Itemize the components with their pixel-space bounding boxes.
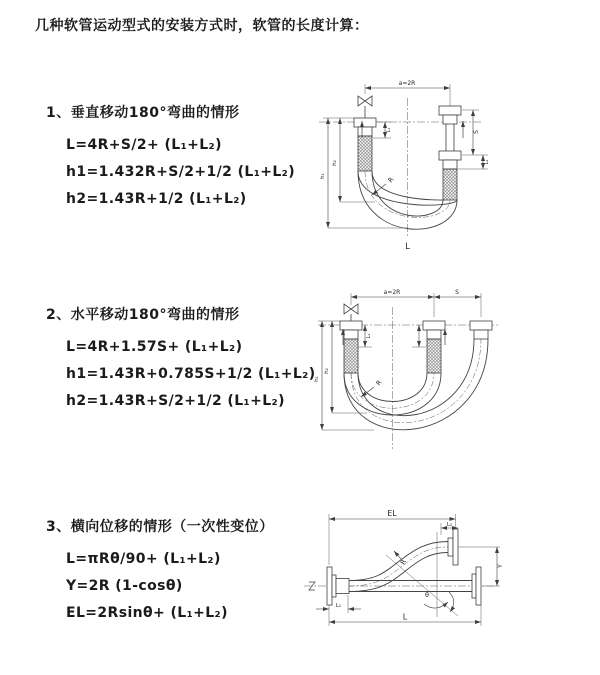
dim-label-a2r: a=2R: [383, 289, 401, 296]
dim-label-l2: L₂: [446, 522, 453, 528]
dim-label-l1: L₁: [366, 333, 372, 339]
dim-label-l1-right: L₁: [484, 159, 490, 165]
dim-label-l: L: [402, 612, 408, 622]
formula-h1: h1=1.432R+S/2+1/2 (L₁+L₂): [66, 164, 296, 180]
dim-label-y: Y: [497, 564, 504, 568]
extension-lines: [318, 293, 481, 430]
valve-icon: [358, 96, 372, 118]
middle-fitting: [423, 321, 445, 373]
right-fitting: [439, 106, 461, 200]
diagram-1-labels: [320, 80, 490, 252]
dim-label-l1: L₁: [335, 603, 342, 609]
formula-h2: h2=1.43R+1/2 (L₁+L₂): [66, 191, 247, 207]
valve-icon: [344, 304, 358, 321]
left-fitting: [354, 118, 376, 171]
formula-h2: h2=1.43R+S/2+1/2 (L₁+L₂): [66, 393, 285, 409]
diagram-horizontal-180-bend: [312, 287, 512, 459]
section-2-heading: 2、水平移动180°弯曲的情形: [46, 307, 240, 323]
angle-construction-lines: [386, 532, 458, 617]
shifted-fitting: [470, 321, 492, 339]
formula-h1: h1=1.43R+0.785S+1/2 (L₁+L₂): [66, 366, 316, 382]
dim-label-a2r: a=2R: [398, 80, 416, 87]
hose-displaced-position: [349, 542, 448, 592]
radius-label: R: [374, 378, 384, 388]
section-1-heading: 1、垂直移动180°弯曲的情形: [46, 105, 240, 121]
dim-label-h2: h₂: [332, 160, 338, 166]
diagram-lateral-displacement: [300, 505, 505, 650]
dim-label-l1-left: L₁: [386, 127, 392, 133]
hose-curves: [344, 339, 488, 430]
angle-label: θ: [425, 591, 429, 599]
left-flange: [327, 567, 349, 605]
dim-label-s: S: [455, 289, 459, 296]
section-1-formulas: [66, 132, 295, 213]
dim-label-h1: h₁: [320, 173, 326, 179]
right-flange-displaced: [448, 529, 458, 565]
dim-label-el: EL: [387, 509, 397, 518]
dim-label-h2: h₂: [324, 368, 330, 374]
dim-label-h1: h₁: [314, 376, 320, 382]
page-title: 几种软管运动型式的安装方式时，软管的长度计算：: [35, 18, 369, 34]
radius-label: R: [398, 558, 408, 566]
section-3-formulas: [66, 546, 274, 627]
extension-lines: [323, 84, 488, 228]
section-horizontal-movement: [46, 304, 316, 415]
section-2-formulas: [66, 334, 316, 415]
formula-y: Y=2R (1-cosθ): [66, 578, 183, 594]
formula-length: L=4R+S/2+ (L₁+L₂): [66, 137, 222, 153]
formula-length: L=πRθ/90+ (L₁+L₂): [66, 551, 221, 567]
right-flange-straight: [472, 567, 481, 605]
radius-leader: [394, 551, 401, 559]
section-vertical-movement: [46, 102, 295, 213]
diagram-vertical-180-bend: [311, 76, 499, 256]
formula-length: L=4R+1.57S+ (L₁+L₂): [66, 339, 243, 355]
formula-el: EL=2Rsinθ+ (L₁+L₂): [66, 605, 228, 621]
dim-label-s: S: [473, 130, 480, 134]
section-3-heading: 3、横向位移的情形（一次性变位）: [46, 519, 274, 535]
radius-label: R: [386, 175, 396, 185]
length-label: L: [405, 242, 410, 252]
section-lateral-displacement: [46, 516, 274, 627]
